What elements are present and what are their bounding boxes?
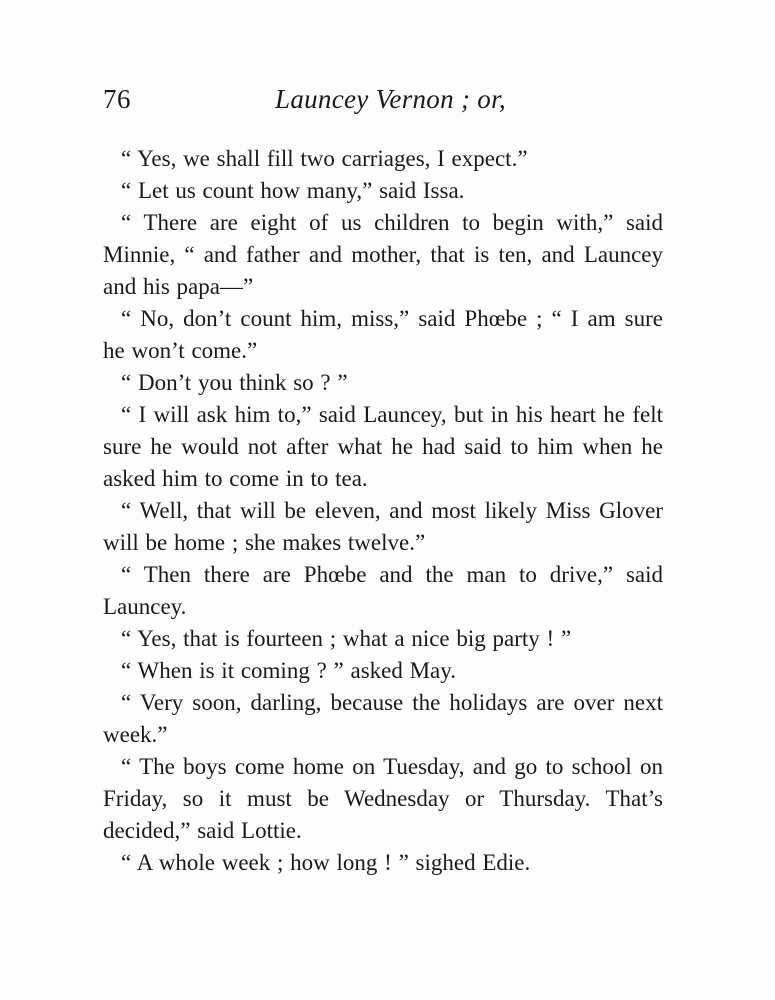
paragraph: “ When is it coming ? ” asked May.: [121, 658, 457, 683]
paragraph: “ Yes, we shall fill two carriages, I expect.”: [121, 146, 528, 171]
paragraph: “ Well, that will be eleven, and most likely Miss Glover will be home ; she makes twelve.”: [103, 498, 663, 555]
paragraph: “ There are eight of us children to begin with,” said Minnie, “ and father and mother, that is ten, and Launcey and his papa—”: [103, 210, 663, 299]
paragraph: “ A whole week ; how long ! ” sighed Edie.: [121, 850, 531, 875]
paragraph: “ Then there are Phœbe and the man to drive,” said Launcey.: [103, 562, 663, 619]
paragraph: “ Yes, that is fourteen ; what a nice big party ! ”: [121, 626, 572, 651]
paragraph: “ Very soon, darling, because the holidays are over next week.”: [103, 690, 663, 747]
paragraph: “ The boys come home on Tuesday, and go to school on Friday, so it must be Wednesday or Thursday. That’s decided,” said Lottie.: [103, 754, 663, 843]
paragraph: “ Don’t you think so ? ”: [121, 370, 348, 395]
running-head: [103, 84, 663, 124]
paragraph: “ Let us count how many,” said Issa.: [121, 178, 465, 203]
running-title: Launcey Vernon ; or,: [275, 84, 506, 114]
body-text: [103, 143, 663, 879]
paragraph: “ I will ask him to,” said Launcey, but in his heart he felt sure he would not after what he had said to him when he asked him to come in to tea.: [103, 402, 663, 491]
paragraph: “ No, don’t count him, miss,” said Phœbe ; “ I am sure he won’t come.”: [103, 306, 663, 363]
page-number: 76: [103, 84, 131, 114]
